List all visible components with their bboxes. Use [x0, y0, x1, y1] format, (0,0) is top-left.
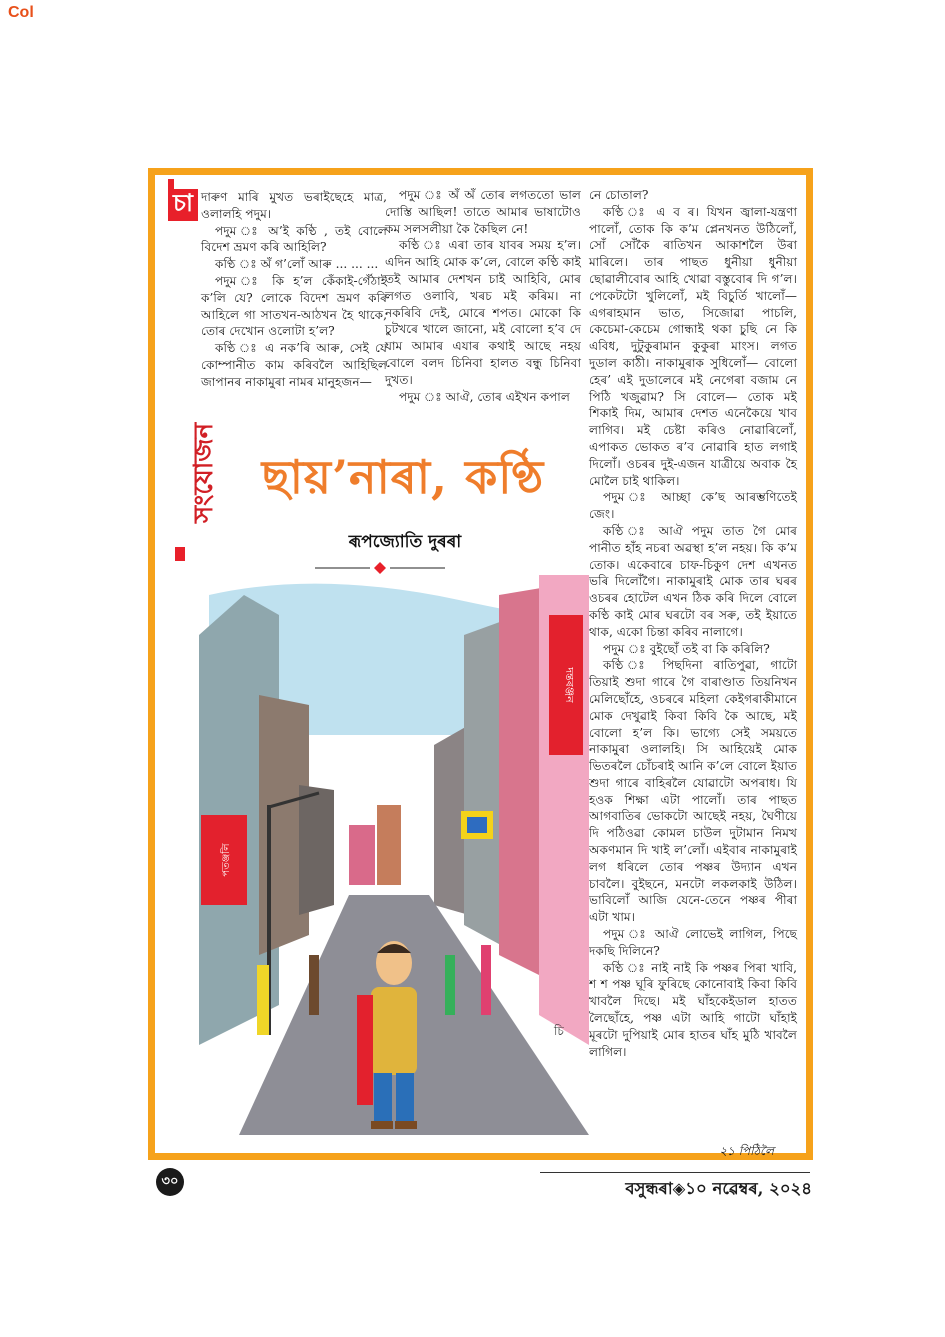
- paragraph: কণ্ঠি ঃ এ নক’ৰি আৰু, সেই যে কোম্পানীত কাম কৰিবলৈ আহিছিল জাপানৰ নাকামুৰা নামৰ মানুহজন—: [201, 341, 387, 389]
- text-column-3: [589, 187, 797, 1060]
- paragraph: কণ্ঠি ঃ এৰা তাৰ যাবৰ সময় হ’ল। এদিন আহি মোক ক’লে, বোলে কণ্ঠি কাই তই আমাৰ দেশখন চাই আহিবি, মোৰ লগত ওলাবি, খৰচ মই কৰিম। না নকৰিবি দেই, মোৰে শপত। মোকো কি চুটখৰে খালে জানো, মই বোলো হ’ব দে যাম আমাৰ এযাৰ কথাই আছে নহয় বোলে বলদ চিনিবা হালত বন্ধু চিনিবা দুখত।: [385, 238, 581, 387]
- rubric-label: সংযোজন: [189, 422, 219, 523]
- paragraph: কণ্ঠি ঃ পিছদিনা ৰাতিপুৱা, গাটো তিয়াই শুদা গাৰে গৈ বাৰাণ্ডাত তিয়নিখন মেলিছোঁহে, ওচৰৰে মহিলা কেইগৰাকীমানে মোক দেখুৱাই কিবা কিবি কৈ আছে, মই বোলো হ’ল কি। ভাগ্যে সেই সময়তে নাকামুৰা ওলালহি। সি আহিয়েই মোক ভিতৰলৈ চোঁচৰাই আনি ক’লে বোলে ইয়াত শুদা গাৰে বাহিৰলৈ যোৱাটো অপৰাধ। যি হওক শিক্ষা এটা পালোঁ। তাৰ পাছত আগবাতিৰ ভোকটো আছেই নহয়, ঘৈণীয়ে দি পঠিওৱা কোমল চাউল দুটামান নিমখ অকণমান দি খাই ল’লোঁ। এইবাৰ নাকামুৰাই লগ ধৰিলে তোৰ পষ্ণৰ উদ্যান এখন চাবলৈ। বুইছনে, মনটো লকলকাই উঠিল। ভাবিলোঁ আজি যেনে-তেনে পষ্ণৰ পীৰা এটা খাম।: [589, 658, 797, 925]
- paragraph: পদুম ঃ আঐ, তোৰ এইখন কপাল: [399, 389, 570, 404]
- paragraph: কণ্ঠি ঃ এ ব ৰ। যিখন জ্বালা-যন্ত্ৰণা পালোঁ, তোক কি ক’ম প্লেনখনত উঠিলোঁ, সোঁ সোঁকৈ ৰাতিখন আকাশলৈ উৰা মাৰিলে। তাৰ পাছত ধুনীয়া ধুনীয়া ছোৱালীবোৰ আহি খোৱা বস্তুবোৰ দি গ’ল। পেকেটটো খুলিলোঁ, মই বিচুৰ্তি খালোঁ— এগৰাহমান ভাত, সিজোৱা পাচলি, কেচেমা-কেচেম গোন্ধাই থকা চুছি নে কি এবিধ, দুটুকুৰামান কুকুৰা মাংস। লগত দুডাল কাঠী। নাকামুৰাক সুধিলোঁ— বোলো হেৰ’ এই দুডালেৰে মই নেগেৰা বজাম নে পিঠি খজুৱাম? সি বোলে— তোক মই শিকাই দিম, আমাৰ দেশত এনেকৈয়ে খাব লাগিব। মই চেষ্টা কৰিও নোৱাৰিলোঁ, এপাকত ভোকত ৰ’ব নোৱাৰি হাত লগাই দিলোঁ। ওচৰৰ দুই-এজন যাত্ৰীয়ে অবাক হৈ মোলৈ চাই থাকিল।: [589, 204, 797, 488]
- paragraph: কণ্ঠি ঃ আঐ পদুম তাত গৈ মোৰ পানীত হাঁহ নচৰা অৱস্থা হ’ল নহয়। কি ক’ম তোক। একেবাৰে চাফ-চিকুণ দেশ এখনত ভৰি দিলোঁগৈ। নাকামুৰাই মোক তাৰ ঘৰৰ ওচৰৰ হোটেল এখন ঠিক কৰি দিলে বোলে কণ্ঠি কাই মোৰ ঘৰটো বৰ সৰু, তই ইয়াতে থাক, একো চিন্তা কৰিব নালাগে।: [589, 523, 797, 639]
- text-column-2: [385, 187, 581, 405]
- paragraph: পদুম ঃ কি হ’ল কেঁকাই-গেঁঠাই ক’লি যে? লোকে বিদেশ ভ্ৰমণ কৰি আহিলে গা সাতখন-আঠখন হৈ থাকে, তোৰ দেখোন ওলোটা হ’ল?: [201, 273, 387, 339]
- dropcap: চা: [168, 189, 198, 221]
- street-illustration: [199, 575, 589, 1135]
- footer-rule: [540, 1172, 810, 1173]
- page-number: ৩০: [156, 1168, 184, 1196]
- sign-right-text: দন্তৰঞ্জন: [563, 667, 576, 703]
- article-title: ছায়’নাৰা, কণ্ঠি: [261, 450, 545, 504]
- paragraph: পদুম ঃ আচ্ছা কে’ছ আৰম্ভণিতেই জেং।: [589, 490, 797, 522]
- article-frame: [148, 168, 813, 1160]
- section-rubric: [161, 422, 219, 565]
- paragraph: দাৰুণ মাৰি মুখত ভৰাইছেহে মাত্ৰ, ওলালহি পদুম।: [201, 190, 387, 221]
- paragraph: কণ্ঠি ঃ অঁ গ’লোঁ আৰু ... ... ...: [215, 257, 379, 272]
- corner-label: Col: [8, 4, 34, 21]
- rubric-bar: [175, 547, 185, 561]
- artist-signature: চি: [554, 1024, 564, 1038]
- paragraph: নে চোতাল?: [589, 188, 649, 202]
- paragraph: কণ্ঠি ঃ নাই নাই কি পষ্ণৰ পিৰা খাবি, শ শ পষ্ণ ঘূৰি ফুৰিছে কোনোবাই কিবা কিবি খাবলৈ দিছে। মই ঘাঁহকেইডাল হাতত লৈছোঁহে, পষ্ণ এটা আহি গাটো ঘাঁহাই মূৰটো দুপিয়াই মোৰ হাতৰ ঘাঁহ মুঠি খাবলৈ লাগিল।: [589, 960, 797, 1059]
- continued-note: ২১ পিঠিলৈ: [719, 1144, 774, 1158]
- paragraph: পদুম ঃ অঁ অঁ তোৰ লগততো ভাল দোস্তি আছিল! তাতে আমাৰ ভাষাটোও কম সলসলীয়া কৈ কৈছিল নে!: [385, 188, 581, 236]
- author-byline: ৰূপজ্যোতি দুৰৰা: [348, 532, 462, 552]
- magazine-footer: বসুন্ধৰা◈১০ নৱেম্বৰ, ২০২৪: [625, 1179, 812, 1198]
- text-column-1: [201, 189, 387, 391]
- paragraph: পদুম ঃ বুইছোঁ তই বা কি কৰিলি?: [603, 641, 770, 656]
- paragraph: পদুম ঃ আঐ লোভেই লাগিল, পিছে দকছি দিলিনে?: [589, 927, 797, 958]
- paragraph: পদুম ঃ অ’ই কণ্ঠি , তই বোলে বিদেশ ভ্ৰমণ কৰি আহিলি?: [201, 223, 387, 255]
- banner-left-text: পতঞ্জলি: [221, 843, 232, 877]
- divider-ornament: [315, 561, 445, 575]
